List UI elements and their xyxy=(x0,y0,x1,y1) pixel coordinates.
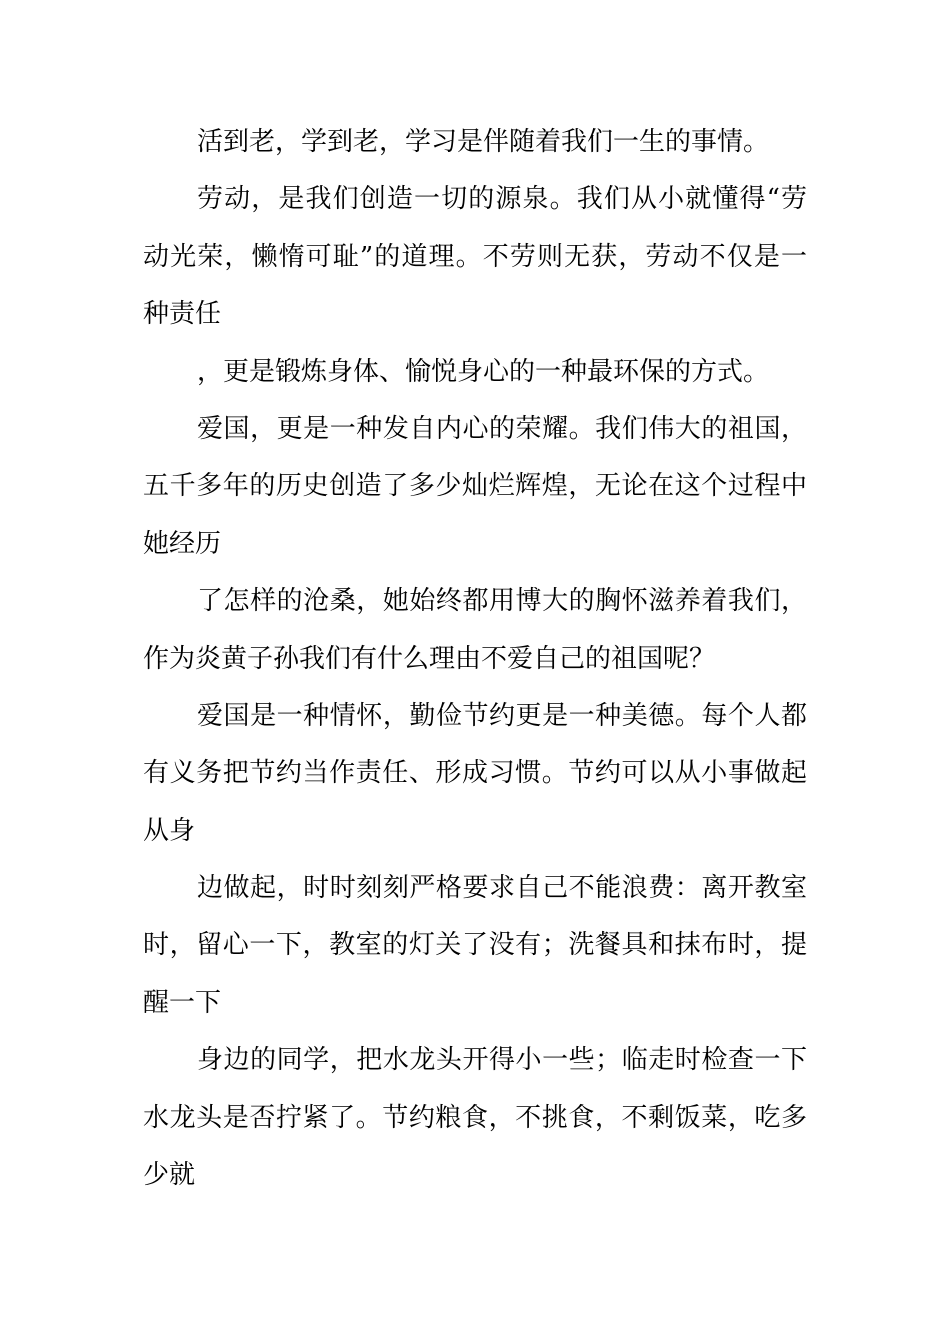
text-line: 作为炎黄子孙我们有什么理由不爱自己的祖国呢？ xyxy=(143,643,716,674)
text-line: 边做起，时时刻刻严格要求自己不能浪费：离开教室 xyxy=(197,873,807,904)
text-line: 五千多年的历史创造了多少灿烂辉煌，无论在这个过程中 xyxy=(143,471,807,502)
text-line: 水龙头是否拧紧了。节约粮食，不挑食，不剩饭菜，吃多 xyxy=(143,1102,807,1133)
text-line: 活到老，学到老，学习是伴随着我们一生的事情。 xyxy=(197,127,770,157)
text-line: 动光荣，懒惰可耻”的道理。不劳则无获，劳动不仅是一 xyxy=(143,241,807,272)
text-line: 身边的同学，把水龙头开得小一些；临走时检查一下 xyxy=(197,1045,807,1076)
text-line: 爱国，更是一种发自内心的荣耀。我们伟大的祖国， xyxy=(197,413,807,444)
text-line: 醒一下 xyxy=(143,987,222,1018)
text-line: 种责任 xyxy=(143,299,222,330)
text-line: 了怎样的沧桑，她始终都用博大的胸怀滋养着我们， xyxy=(197,586,807,617)
text-line: 爱国是一种情怀，勤俭节约更是一种美德。每个人都 xyxy=(197,700,807,731)
text-line: 从身 xyxy=(143,815,196,846)
text-line: 劳动，是我们创造一切的源泉。我们从小就懂得“劳 xyxy=(197,184,807,215)
text-line: 有义务把节约当作责任、形成习惯。节约可以从小事做起 xyxy=(143,758,807,789)
text-line: 时，留心一下，教室的灯关了没有；洗餐具和抹布时，提 xyxy=(143,930,807,961)
document-body xyxy=(143,114,807,1204)
text-line: 少就 xyxy=(143,1160,196,1191)
text-line: ，更是锻炼身体、愉悦身心的一种最环保的方式。 xyxy=(197,356,770,387)
text-line: 她经历 xyxy=(143,528,222,559)
